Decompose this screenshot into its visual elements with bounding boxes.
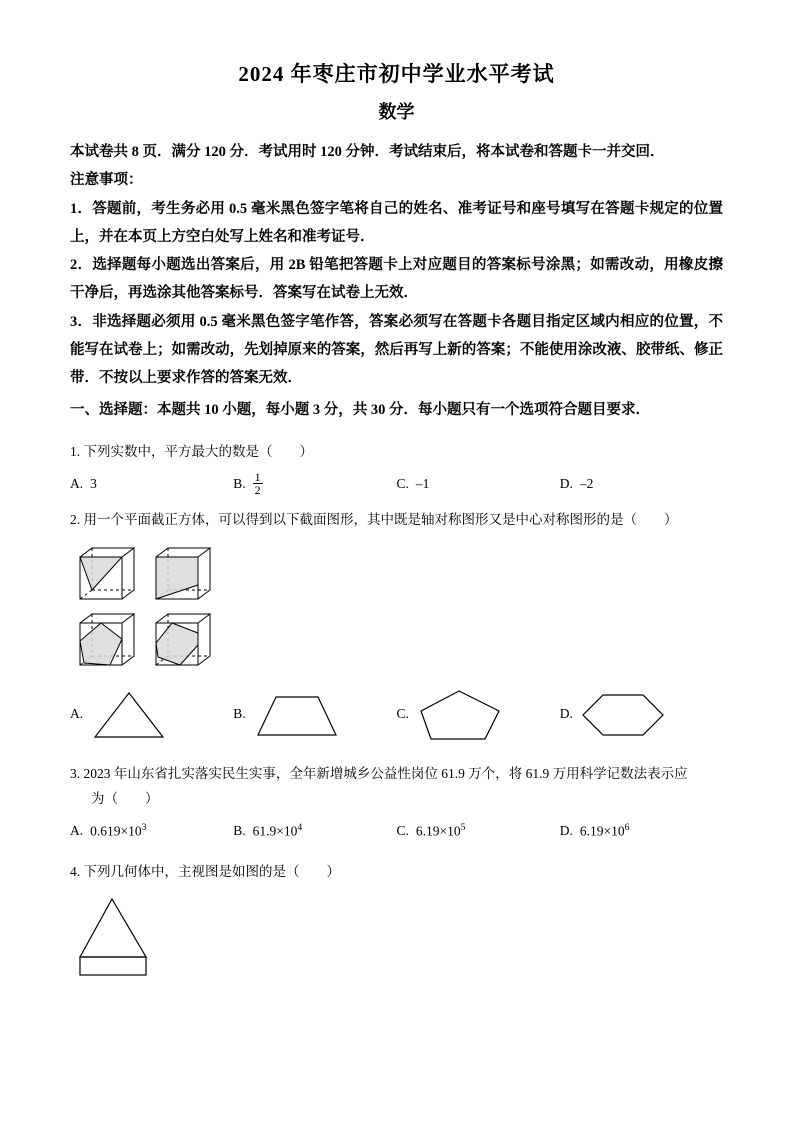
- cube-section-figure-1: [70, 545, 136, 607]
- pentagon-shape-icon: [415, 687, 505, 743]
- option-d-label: D.: [559, 822, 573, 838]
- question-2-options: [70, 687, 723, 743]
- trapezoid-shape-icon: [252, 689, 342, 741]
- option-c[interactable]: [397, 822, 560, 840]
- question-3-number: 3.: [70, 765, 81, 781]
- notice-title: 注意事项：: [70, 172, 143, 189]
- option-d-label: D.: [559, 705, 573, 721]
- option-a-label: A.: [70, 822, 84, 838]
- question-2-number: 2.: [70, 511, 81, 527]
- subject-title: 数学: [378, 102, 415, 122]
- hexagon-shape-icon: [579, 689, 669, 741]
- question-4-front-view-figure: [74, 895, 723, 984]
- question-4-stem: [70, 859, 723, 885]
- cube-section-figure-2: [146, 545, 212, 607]
- cube-row-bottom: [70, 611, 723, 673]
- option-b-value: $61.9\times 10^4$: [252, 821, 303, 839]
- option-b-label: B.: [233, 475, 246, 491]
- option-a-value: 3: [90, 475, 97, 491]
- question-4-number: 4.: [70, 864, 81, 880]
- option-a[interactable]: [70, 471, 233, 497]
- option-a[interactable]: [70, 822, 233, 840]
- triangle-on-rectangle-icon: [74, 895, 154, 979]
- option-d-value: –2: [579, 475, 594, 491]
- notice-item-1: 1．答题前，考生务必用 0.5 毫米黑色签字笔将自己的姓名、准考证号和座号填写在答题卡规定的位置上，并在本页上方空白处写上姓名和准考证号．: [70, 200, 723, 245]
- option-a-label: A.: [70, 475, 84, 491]
- question-2-stem: [70, 507, 723, 533]
- question-1-stem: [70, 439, 723, 465]
- option-c-label: C.: [396, 705, 409, 721]
- intro-paragraph: 本试卷共 8 页．满分 120 分．考试用时 120 分钟．考试结束后，将本试卷和答题卡一并交回．: [70, 144, 665, 160]
- option-a-value: $0.619\times 10^3$: [90, 821, 147, 839]
- question-3-stem: [70, 761, 723, 787]
- option-a[interactable]: [70, 689, 233, 741]
- option-b-label: B.: [233, 822, 246, 838]
- question-3-text-line1: 2023 年山东省扎实落实民生实事，全年新增城乡公益性岗位 61.9 万个，将 61.9 万用科学记数法表示应: [83, 765, 688, 781]
- option-b[interactable]: [233, 689, 396, 741]
- question-3-options: [70, 822, 723, 840]
- cube-section-figure-3: [70, 611, 136, 673]
- question-2-text: 用一个平面截正方体，可以得到以下截面图形，其中既是轴对称图形又是中心对称图形的是（ ）: [83, 511, 678, 527]
- cube-section-figure-4: [146, 611, 212, 673]
- option-d[interactable]: [560, 471, 723, 497]
- question-2-cube-figures: [70, 545, 723, 673]
- option-d-value: $6.19\times 10^6$: [579, 821, 630, 839]
- question-4-text: 下列几何体中，主视图是如图的是（ ）: [83, 864, 340, 880]
- option-c-label: C.: [396, 822, 409, 838]
- option-c-value: $6.19\times 10^5$: [415, 821, 466, 839]
- question-1-text: 下列实数中，平方最大的数是（ ）: [83, 444, 313, 460]
- option-b[interactable]: [233, 822, 396, 840]
- notice-item-3: 3．非选择题必须用 0.5 毫米黑色签字笔作答，答案必须写在答题卡各题目指定区域内相应的位置，不能写在试卷上；如需改动，先划掉原来的答案，然后再写上新的答案；不能使用涂改液、胶带纸、修正带．不按以上要求作答的答案无效．: [70, 313, 723, 387]
- option-b[interactable]: [233, 471, 396, 497]
- question-1-number: 1.: [70, 444, 81, 460]
- triangle-shape-icon: [89, 689, 169, 741]
- question-1-options: [70, 471, 723, 497]
- question-3-text-line2: 为（ ）: [91, 791, 159, 807]
- option-d-label: D.: [559, 475, 573, 491]
- option-c-label: C.: [396, 475, 409, 491]
- page-title: 2024 年枣庄市初中学业水平考试: [238, 62, 555, 86]
- option-c[interactable]: [397, 687, 560, 743]
- option-c[interactable]: [397, 471, 560, 497]
- option-c-value: –1: [415, 475, 430, 491]
- section-one-heading: 一、选择题：本题共 10 小题，每小题 3 分，共 30 分．每小题只有一个选项符合题目要求．: [70, 402, 650, 419]
- fraction-one-half: $\frac{1}{2}$: [254, 469, 261, 498]
- option-a-label: A.: [70, 705, 84, 721]
- option-d[interactable]: [560, 822, 723, 840]
- option-d[interactable]: [560, 689, 723, 741]
- option-b-label: B.: [233, 705, 246, 721]
- cube-row-top: [70, 545, 723, 607]
- notice-item-2: 2．选择题每小题选出答案后，用 2B 铅笔把答题卡上对应题目的答案标号涂黑；如需改动，用橡皮擦干净后，再选涂其他答案标号．答案写在试卷上无效．: [70, 257, 723, 302]
